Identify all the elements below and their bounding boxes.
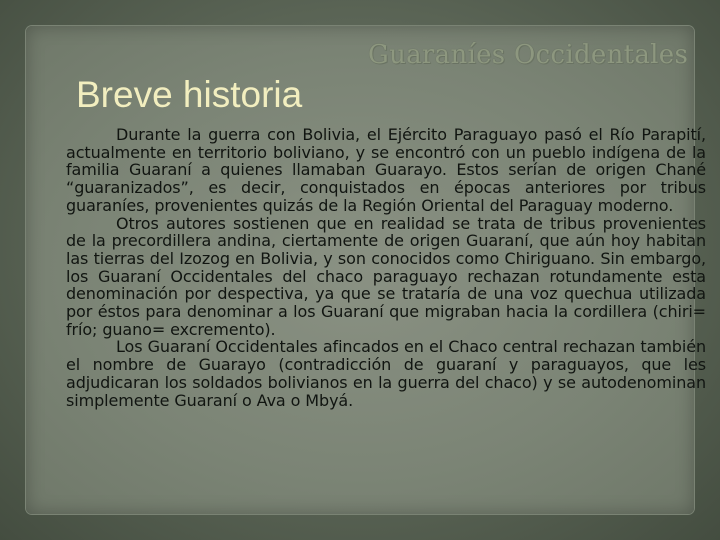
slide-subtitle: Breve historia xyxy=(76,74,303,115)
paragraph-2: Otros autores sostienen que en realidad se trata de tribus provenientes de la precordillera andina, ciertamente de origen Guaraní, que aún hoy habitan las tierras del Izozog en Bolivia, y son conocidos como Chiriguano. Sin embargo, los Guaraní Occidentales del chaco paraguayo rechazan rotundamente esta denominación por despectiva, ya que se trataría de una voz quechua utilizada por éstos para denominar a los Guaraní que migraban hacia la cordillera (chiri= frío; guano= excremento). xyxy=(66,213,706,339)
paragraph-3: Los Guaraní Occidentales afincados en el Chaco central rechazan también el nombre de Guarayo (contradicción de guaraní y paraguayos, que les adjudicaran los soldados bolivianos en la guerra del chaco) y se autodenominan simplemente Guaraní o Ava o Mbyá. xyxy=(66,337,706,410)
slide-title: Guaraníes Occidentales xyxy=(368,40,689,70)
paragraph-1: Durante la guerra con Bolivia, el Ejército Paraguayo pasó el Río Parapití, actualmente en territorio boliviano, y se encontró con un pueblo indígena de la familia Guaraní a quienes llamaban Guarayo. Estos serían de origen Chané “guaranizados”, es decir, conquistados en épocas anteriores por tribus guaraníes, provenientes quizás de la Región Oriental del Paraguay moderno. xyxy=(66,125,706,215)
body-text xyxy=(66,126,706,409)
